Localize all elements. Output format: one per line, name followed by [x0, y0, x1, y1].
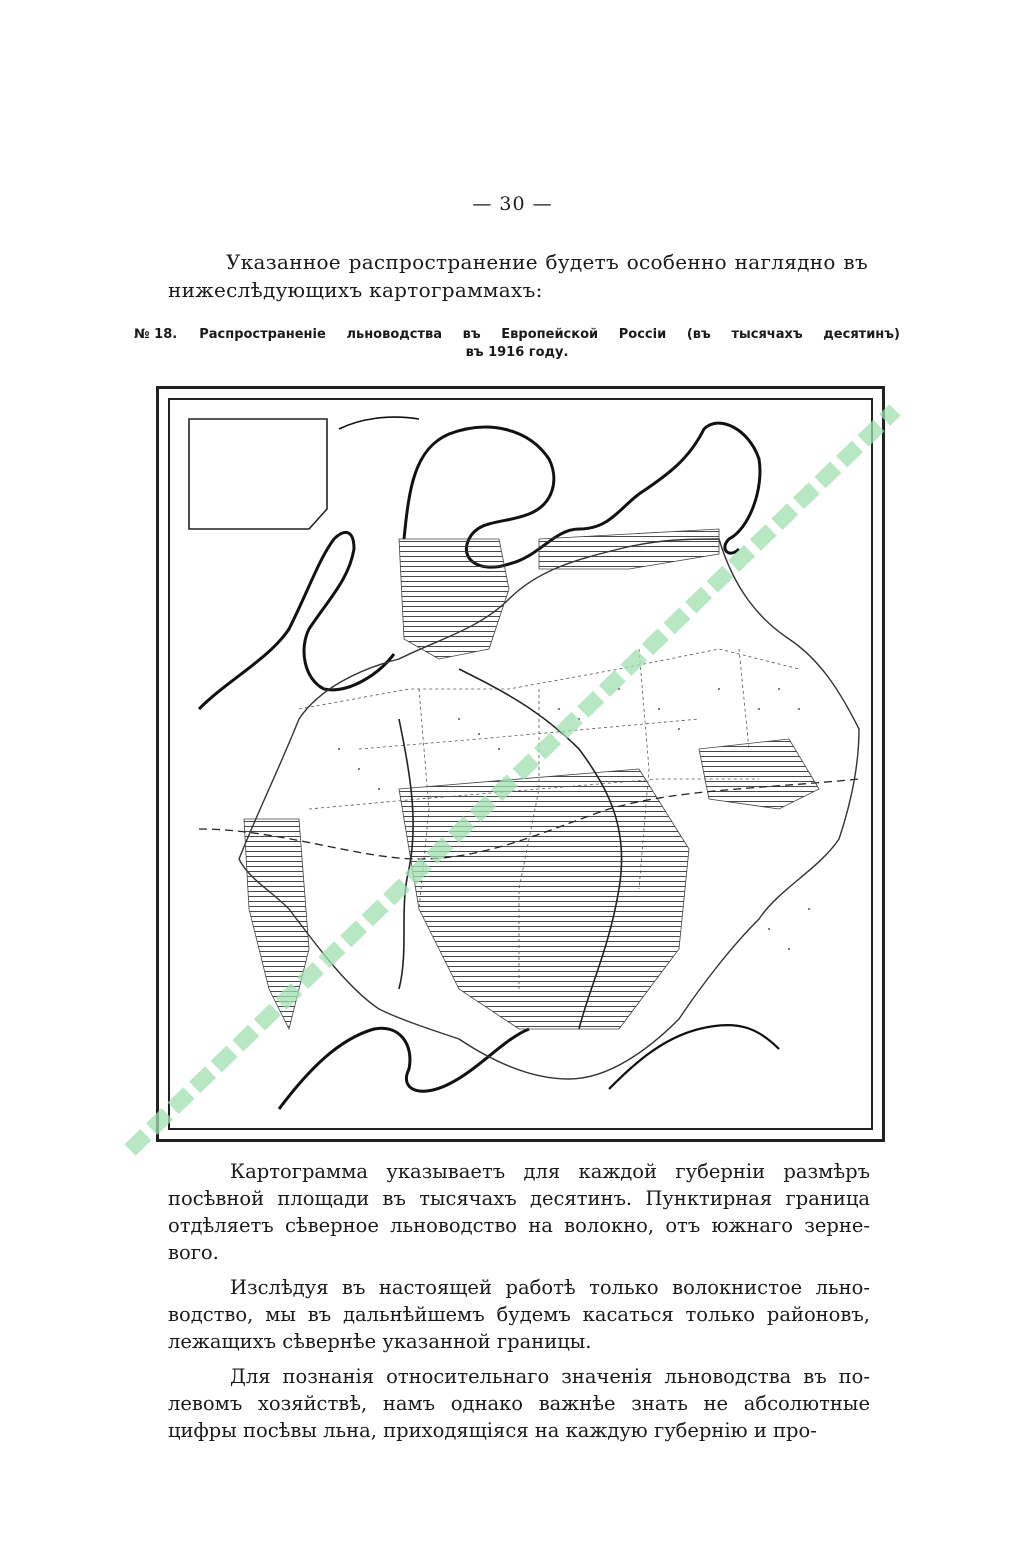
- paragraph-3: Для познанія относительнаго значенія льноводства въ по-левомъ хозяйствѣ, намъ однако важнѣе знать не абсолютные цифры посѣвы льна, приходящіяся на каждую губернію и про-: [168, 1365, 870, 1442]
- map-caspian-coast: [609, 1025, 779, 1089]
- map-hatched-northeast: [539, 529, 719, 569]
- map-hatched-volga: [699, 739, 819, 809]
- map-cartogram: [156, 386, 885, 1142]
- map-hatched-northwest: [399, 539, 509, 659]
- paragraph-2: Изслѣдуя въ настоящей работѣ только волокнистое льно-водство, мы въ дальнѣйшемъ будемъ касаться только районовъ, лежащихъ сѣвернѣе указанной границы.: [168, 1276, 870, 1353]
- figure-title: Распространеніе льноводства въ Европейской Россіи (въ тысячахъ десятинъ): [199, 327, 900, 342]
- map-hatched-central: [399, 769, 689, 1029]
- map-black-sea-coast: [279, 1028, 529, 1109]
- figure-caption-line1: [134, 326, 900, 344]
- map-hatched-west: [244, 819, 309, 1029]
- map-kola-coast: [339, 417, 419, 429]
- figure-caption-line2: въ 1916 году.: [465, 345, 569, 360]
- map-drawing: [159, 389, 888, 1145]
- map-baltic-coast: [199, 532, 394, 709]
- map-inset-box: [189, 419, 327, 529]
- figure-number: № 18.: [134, 327, 178, 342]
- intro-text: Указанное распространение будетъ особенно наглядно въ нижеслѣдующихъ картограммахъ:: [168, 250, 868, 302]
- page-number: — 30 —: [472, 193, 553, 215]
- map-river-dnieper: [399, 719, 413, 989]
- paragraph-1: Картограмма указываетъ для каждой губерніи размѣръ посѣвной площади въ тысячахъ десятинъ. Пунктирная граница отдѣляетъ сѣверное льноводство на волокно, отъ южнаго зерне-вого.: [168, 1160, 870, 1264]
- figure-caption: [134, 326, 900, 362]
- intro-paragraph: [168, 248, 868, 304]
- body-text: [168, 1158, 870, 1452]
